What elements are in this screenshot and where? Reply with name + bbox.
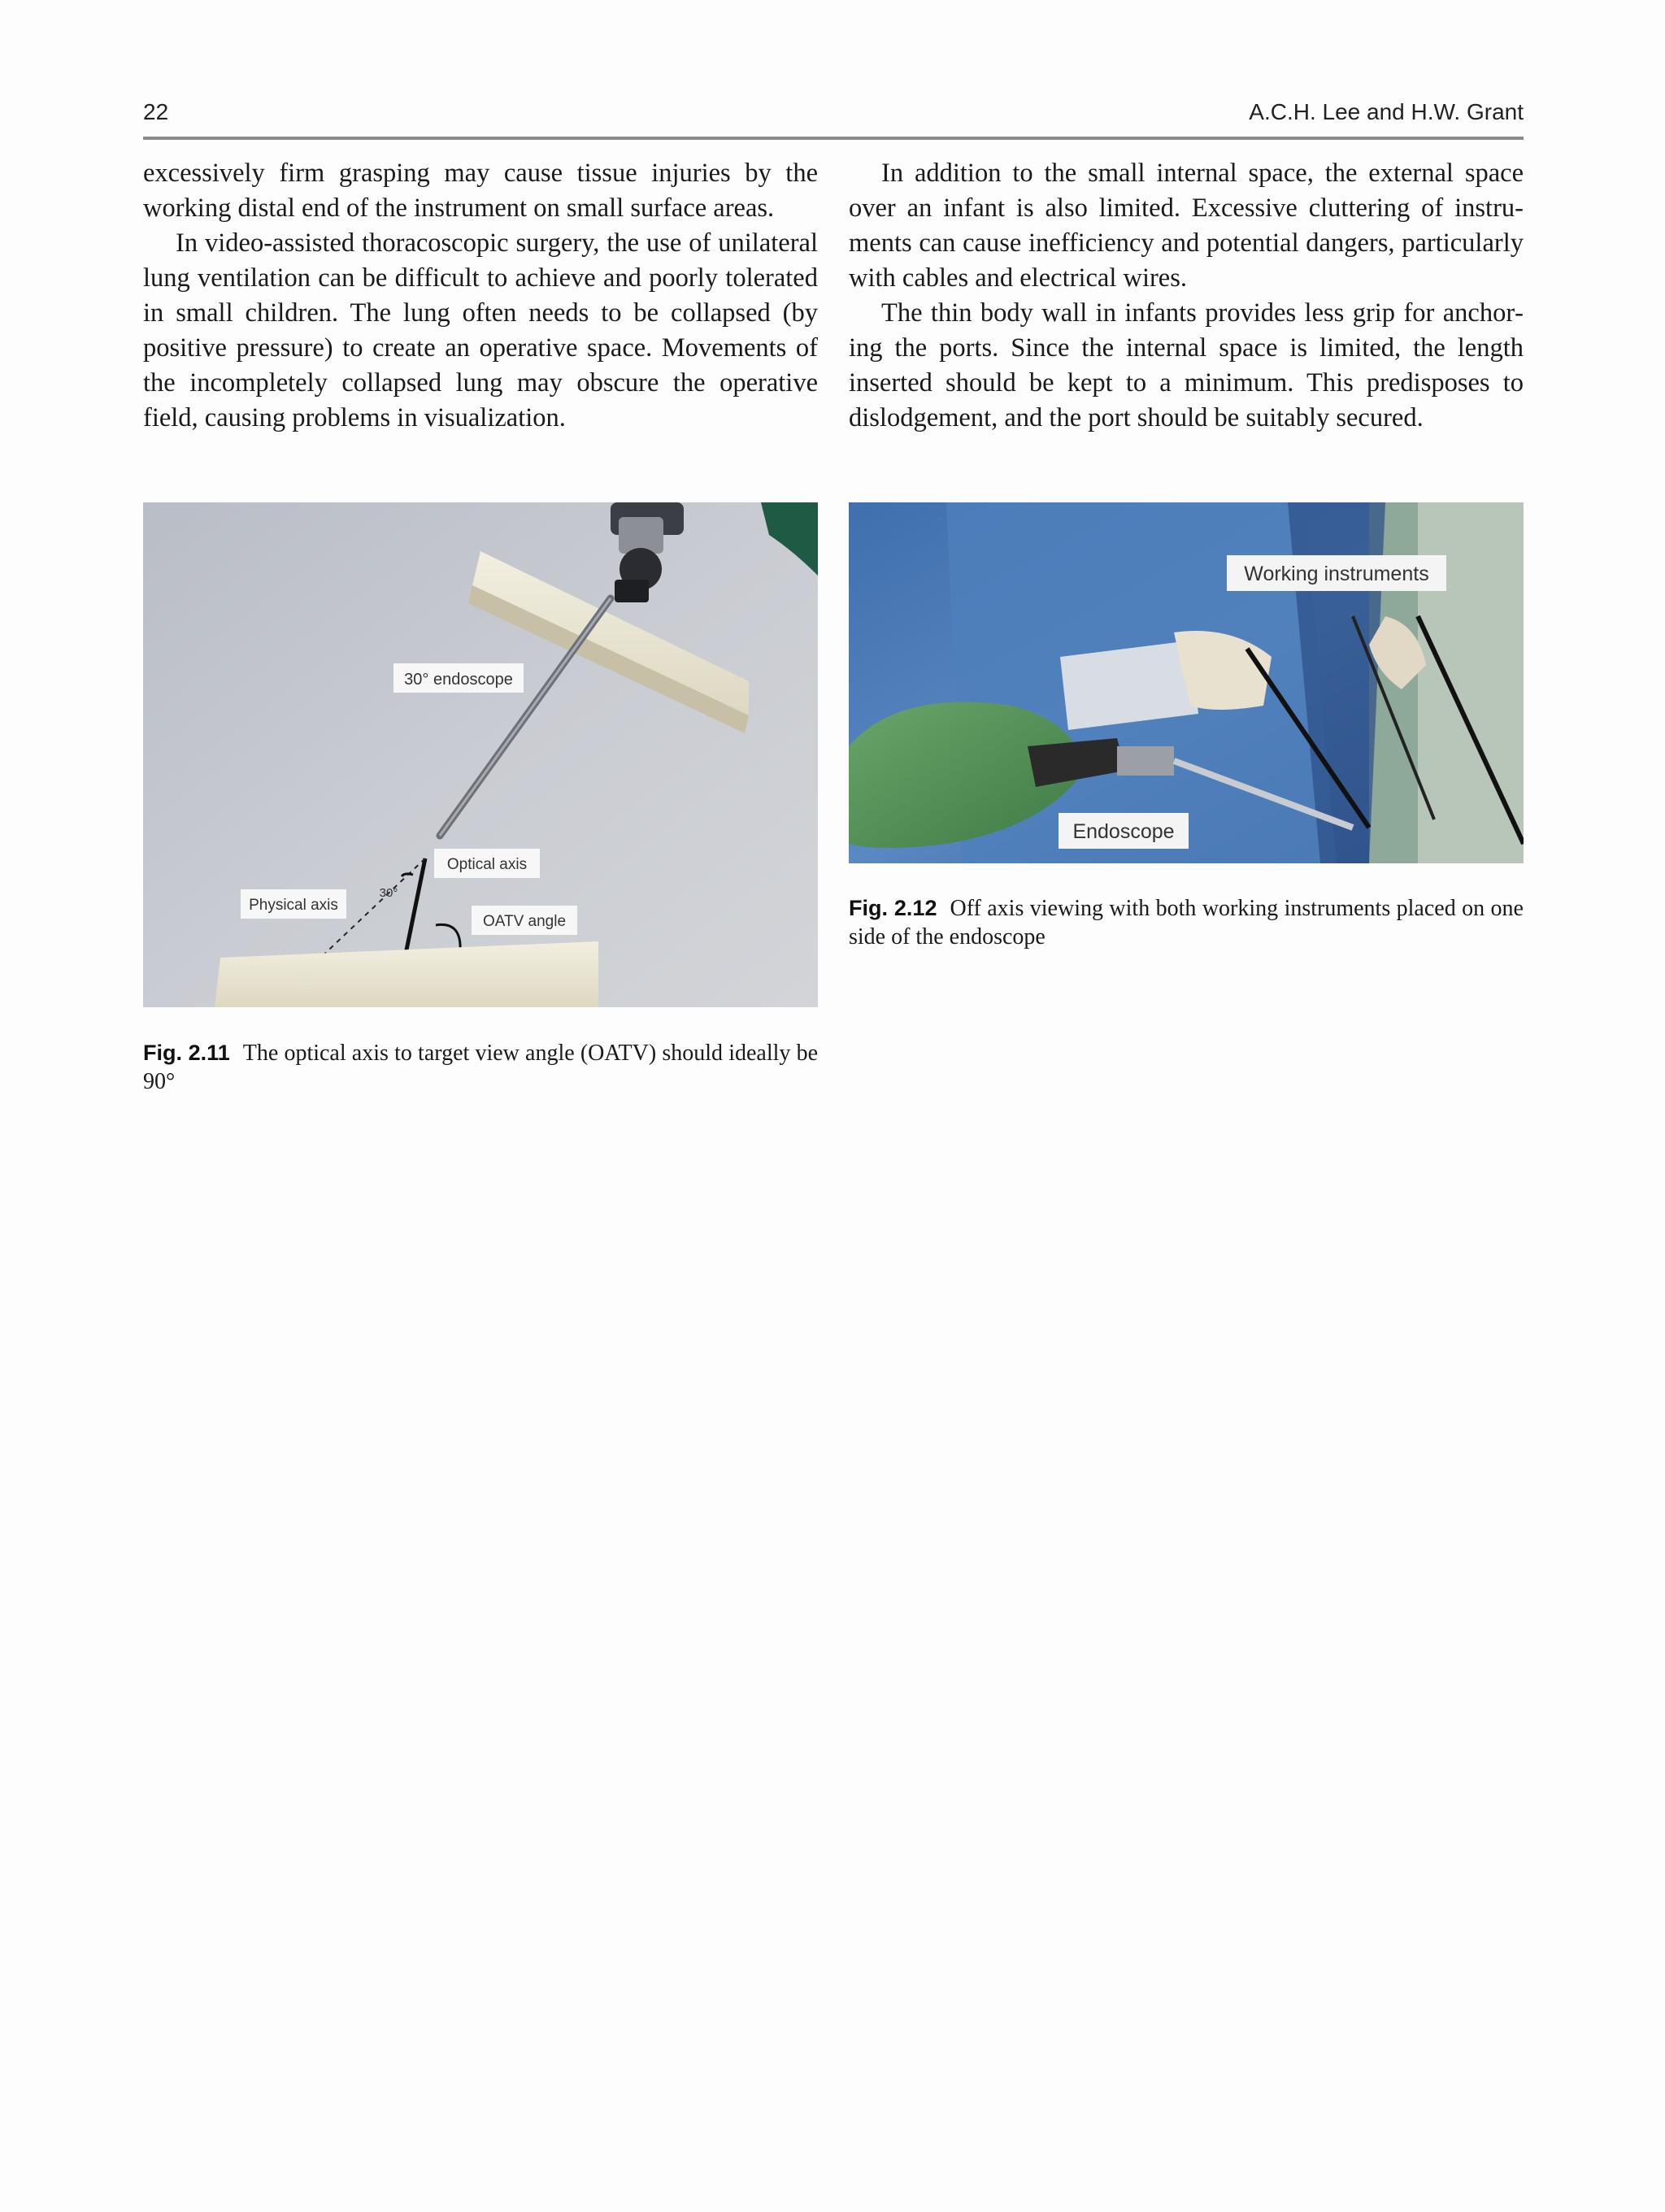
paragraph: In video-assisted thoracoscopic surgery, the use of unilateral lung ventilation can be difficult to achieve and poorly tolerated in small children. The lung often needs to be collapsed (by positive pressure) to create an operative space. Movements of the incompletely collapsed lung may obscure the operative field, causing problems in visualization. bbox=[143, 228, 818, 432]
caption-label: Fig. 2.11 bbox=[143, 1041, 230, 1065]
figure-2-11-photo bbox=[143, 502, 818, 1007]
figure-2-11-caption bbox=[143, 1039, 818, 1096]
caption-text: Off axis viewing with both working instruments placed on one side of the endoscope bbox=[849, 896, 1524, 950]
left-text-column bbox=[143, 156, 818, 436]
caption-text: The optical axis to target view angle (OATV) should ideally be 90° bbox=[143, 1041, 818, 1094]
label-oatv-angle: OATV angle bbox=[482, 913, 567, 930]
endoscope-body bbox=[1117, 746, 1174, 776]
caption-label: Fig. 2.12 bbox=[849, 896, 937, 920]
label-endoscope: Endoscope bbox=[1072, 820, 1175, 843]
label-working-instruments: Working instruments bbox=[1244, 563, 1429, 585]
label-physical-axis: Physical axis bbox=[249, 897, 338, 914]
figure-2-12-caption bbox=[849, 894, 1524, 951]
page-header bbox=[143, 96, 1524, 140]
paragraph: The thin body wall in infants provides less grip for anchoring the ports. Since the internal space is limited, the length inserted should be kept to a minimum. This predisposes to dislodgement, and the port should be suitably secured. bbox=[849, 298, 1524, 432]
label-30-endoscope: 30° endoscope bbox=[404, 671, 513, 689]
right-text-column bbox=[849, 156, 1524, 436]
running-head: A.C.H. Lee and H.W. Grant bbox=[1249, 99, 1524, 124]
label-optical-axis: Optical axis bbox=[446, 856, 528, 873]
label-30-degree: 30° bbox=[379, 886, 398, 900]
surgery-photo-illustration bbox=[849, 502, 1524, 863]
figure-2-12-photo bbox=[849, 502, 1524, 863]
paragraph: In addition to the small internal space, the external space over an infant is also limited. Excessive cluttering of instruments can cause inefficiency and potential dangers, particularly with cables and electrical wires. bbox=[849, 159, 1524, 293]
endoscope-photo-illustration bbox=[143, 502, 818, 1007]
paragraph: excessively firm grasping may cause tissue injuries by the working distal end of the instrument on small surface areas. bbox=[143, 159, 818, 223]
page-number: 22 bbox=[143, 99, 169, 124]
